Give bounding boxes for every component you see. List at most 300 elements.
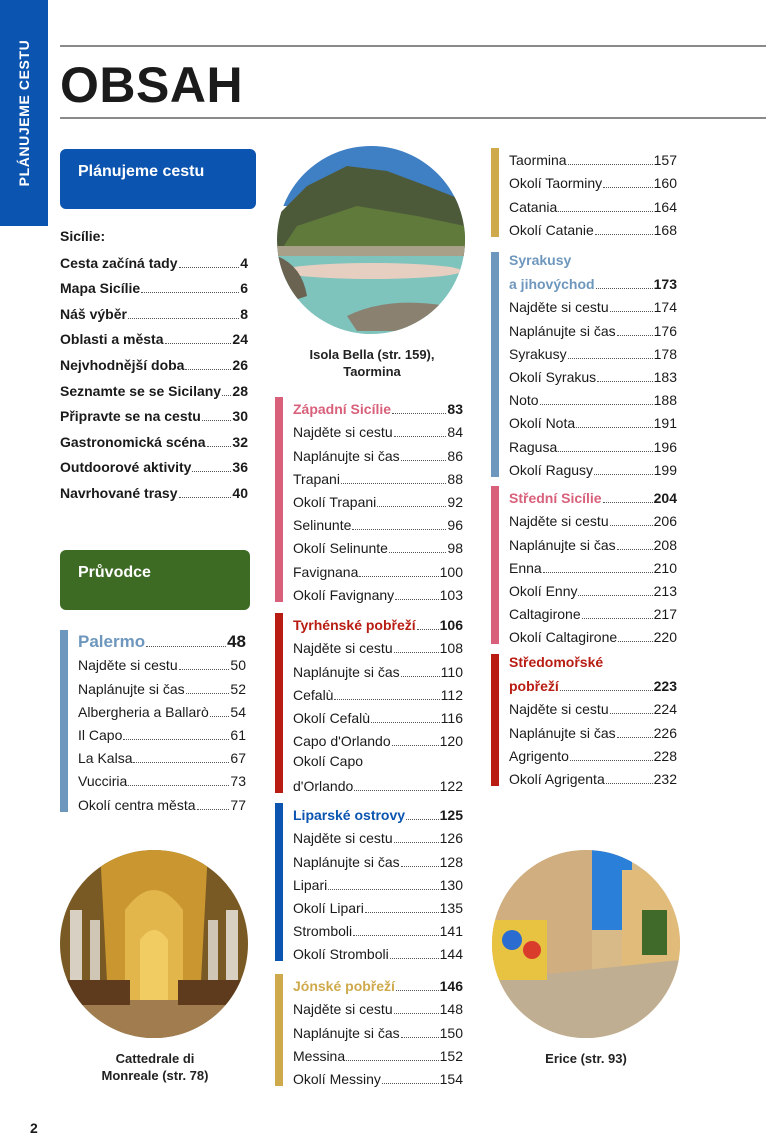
toc-entry-label: Catania [509,198,558,215]
toc-section-heading-line[interactable]: Středomořské [509,654,604,670]
toc-entry-label: Okolí centra města [78,796,196,813]
caption-line: Erice (str. 93) [545,1051,627,1066]
toc-group-jonske-pobrezi-continued [491,146,677,239]
toc-entry-label: Okolí Nota [509,415,576,432]
section-color-bar [491,252,499,477]
toc-entry-page: 125 [439,807,463,824]
toc-entry[interactable] [509,600,677,623]
toc-entry[interactable] [60,476,248,502]
section-box-guide[interactable] [60,550,250,610]
toc-entry-label: Taormina [509,152,567,169]
toc-entry[interactable] [78,698,246,721]
section-color-bar [60,630,68,812]
leader-dots [341,482,446,484]
toc-entry-page: 168 [653,221,677,238]
leader-dots [179,266,240,268]
toc-entry[interactable] [293,824,463,847]
toc-entry-page: 73 [230,773,246,790]
toc-entry[interactable] [509,363,677,386]
leader-dots [610,524,653,526]
leader-dots [582,617,653,619]
toc-entry-page: 77 [230,796,246,813]
planning-list [60,226,248,502]
toc-entry-page: 92 [447,493,463,510]
toc-entry[interactable] [293,581,463,604]
toc-entry-label: Najděte si cestu [293,1001,393,1018]
toc-entry-label: Favignana [293,563,359,580]
toc-entry[interactable] [293,557,463,580]
toc-entry[interactable] [293,871,463,894]
leader-dots [570,759,653,761]
toc-entry-label: pobřeží [509,678,559,695]
toc-entry-page: 116 [440,709,463,726]
section-color-bar [275,974,283,1086]
toc-entry-label: Střední Sicílie [509,490,602,507]
toc-entry-page: 220 [653,629,677,646]
section-color-bar [491,148,499,237]
photo-caption-monreale [62,1050,248,1084]
toc-entry-page: 100 [439,563,463,580]
toc-entry-label: Najděte si cestu [78,657,178,674]
toc-entry-page: 188 [653,392,677,409]
toc-entry-label: a jihovýchod [509,276,595,293]
toc-entry-page: 26 [232,356,248,373]
toc-entry-page: 96 [447,517,463,534]
photo-erice [492,850,680,1038]
toc-entry-page: 30 [232,408,248,425]
leader-dots [334,698,439,700]
toc-entry-label: Tyrhénské pobřeží [293,617,416,634]
toc-entry[interactable] [293,534,463,557]
toc-section-heading[interactable] [509,672,677,695]
toc-entry-label: Naplánujte si čas [509,724,616,741]
leader-dots [365,911,439,913]
toc-section-heading[interactable] [78,628,246,651]
toc-entry[interactable] [509,530,677,553]
toc-entry[interactable] [60,272,248,298]
toc-entry-label: Jónské pobřeží [293,978,395,995]
toc-section-heading[interactable] [293,972,463,995]
toc-entry[interactable] [509,765,677,788]
leader-dots [186,692,230,694]
leader-dots [596,287,653,289]
toc-entry-label: Okolí Stromboli [293,946,389,963]
toc-section-heading[interactable] [293,801,463,824]
toc-entry[interactable] [509,456,677,479]
toc-entry-label: Náš výběr [60,305,127,322]
toc-entry-label: Najděte si cestu [509,299,609,316]
toc-entry[interactable] [509,192,677,215]
toc-entry-page: 103 [439,586,463,603]
toc-entry[interactable] [78,651,246,674]
toc-entry[interactable] [60,297,248,323]
toc-group-syrakusy [491,250,677,479]
section-box-planning[interactable] [60,149,256,209]
toc-entry[interactable] [60,451,248,477]
toc-entry[interactable] [509,316,677,339]
toc-entry-label: Najděte si cestu [509,513,609,530]
section-color-bar [491,486,499,644]
toc-entry-page: 223 [653,678,677,695]
toc-entry-page: 173 [653,276,677,293]
toc-entry-label: Okolí Cefalù [293,709,371,726]
toc-entry[interactable] [78,790,246,813]
toc-entry-label-line[interactable]: Okolí Capo [293,753,364,770]
leader-dots [202,419,232,421]
toc-entry-label: Liparské ostrovy [293,807,406,824]
toc-entry[interactable] [509,386,677,409]
toc-entry-page: 128 [439,853,463,870]
leader-dots [610,712,653,714]
caption-line: Monreale (str. 78) [101,1068,209,1083]
toc-entry-label: Najděte si cestu [293,830,393,847]
toc-entry-page: 24 [232,331,248,348]
toc-entry[interactable] [293,1018,463,1041]
toc-entry[interactable] [509,169,677,192]
toc-entry-label: Mapa Sicílie [60,280,141,297]
leader-dots [401,1036,439,1038]
toc-entry-page: 110 [440,663,463,680]
toc-entry-page: 52 [230,680,246,697]
toc-entry[interactable] [78,721,246,744]
planning-intro: Sicílie: [60,228,106,244]
side-tab-label: PLÁNUJEME CESTU [16,39,32,187]
leader-dots [396,989,439,991]
toc-entry-label: Připravte se na cestu [60,408,201,425]
toc-entry-page: 226 [653,724,677,741]
toc-entry-label: Caltagirone [509,606,581,623]
toc-entry-label: Agrigento [509,747,569,764]
toc-entry-label: Albergheria a Ballarò [78,703,209,720]
leader-dots [401,675,440,677]
toc-entry[interactable] [293,488,463,511]
section-side-tab [0,0,48,226]
toc-entry-page: 86 [447,447,463,464]
toc-entry[interactable] [60,246,248,272]
toc-entry[interactable] [78,767,246,790]
toc-entry-label: Okolí Ragusy [509,461,594,478]
toc-entry-label: Noto [509,392,539,409]
toc-entry-page: 154 [439,1070,463,1087]
toc-entry-page: 217 [653,606,677,623]
leader-dots [359,575,438,577]
leader-dots [594,473,653,475]
toc-section-heading[interactable] [293,395,463,418]
leader-dots [185,368,231,370]
leader-dots [618,640,652,642]
toc-entry-page: 152 [439,1047,463,1064]
toc-entry-label: Navrhované trasy [60,484,178,501]
toc-entry[interactable] [60,323,248,349]
toc-entry-page: 36 [232,459,248,476]
leader-dots [560,689,653,691]
toc-entry[interactable] [78,674,246,697]
toc-entry-label: Palermo [78,632,146,652]
toc-entry[interactable] [509,554,677,577]
leader-dots [328,888,438,890]
toc-entry[interactable] [293,847,463,870]
toc-entry-label: Okolí Catanie [509,221,594,238]
toc-entry[interactable] [509,146,677,169]
toc-entry-page: 232 [653,770,677,787]
toc-group-tyrhenske-pobrezi [275,611,463,795]
toc-entry-page: 213 [653,582,677,599]
toc-entry-label: Okolí Taorminy [509,175,603,192]
leader-dots [371,721,440,723]
toc-entry-page: 160 [653,175,677,192]
leader-dots [210,715,230,717]
toc-entry[interactable] [509,507,677,530]
toc-entry[interactable] [509,293,677,316]
leader-dots [406,818,439,820]
leader-dots [392,412,446,414]
leader-dots [540,403,653,405]
leader-dots [133,761,229,763]
section-color-bar [275,803,283,961]
title-top-rule [60,45,766,47]
toc-entry-page: 6 [240,280,248,297]
toc-entry[interactable] [293,1065,463,1088]
toc-entry-label: Gastronomická scéna [60,433,206,450]
toc-entry-label: Enna [509,559,542,576]
section-color-bar [275,613,283,793]
leader-dots [390,957,439,959]
toc-entry-label: Capo d'Orlando [293,733,391,750]
leader-dots [353,934,439,936]
toc-entry[interactable] [293,634,463,657]
toc-entry[interactable] [509,340,677,363]
leader-dots [543,571,653,573]
toc-entry[interactable] [60,425,248,451]
toc-entry-label: Trapani [293,470,340,487]
toc-entry-page: 196 [653,438,677,455]
toc-entry-label: Naplánujte si čas [293,447,400,464]
toc-group-jonske-pobrezi [275,972,463,1088]
leader-dots [128,784,229,786]
toc-entry-page: 176 [653,322,677,339]
toc-entry-label: Okolí Enny [509,582,578,599]
section-color-bar [275,397,283,602]
leader-dots [346,1059,439,1061]
toc-section-heading[interactable] [509,484,677,507]
toc-entry-page: 88 [447,470,463,487]
toc-entry-label: d'Orlando [293,778,354,795]
toc-entry-label: Západní Sicílie [293,401,392,418]
toc-group-zapadni-sicilie [275,395,463,604]
page-title: OBSAH [60,57,244,113]
leader-dots [568,357,653,359]
toc-entry[interactable] [509,577,677,600]
leader-dots [377,505,446,507]
toc-entry[interactable] [293,465,463,488]
toc-entry-label: Lipari [293,876,328,893]
toc-entry-page: 67 [230,750,246,767]
toc-entry-label: Naplánujte si čas [293,1024,400,1041]
toc-entry-label: Vucciria [78,773,128,790]
toc-entry[interactable] [293,418,463,441]
toc-entry[interactable] [293,704,463,727]
toc-entry[interactable] [293,511,463,534]
toc-entry[interactable] [293,441,463,464]
toc-entry-page: 83 [447,401,463,418]
leader-dots [394,1012,439,1014]
leader-dots [401,865,439,867]
toc-entry-page: 4 [240,254,248,271]
toc-entry-label: Naplánujte si čas [509,536,616,553]
toc-entry-page: 206 [653,513,677,530]
toc-entry-page: 112 [440,686,463,703]
toc-entry[interactable] [293,772,463,795]
leader-dots [179,668,230,670]
leader-dots [617,736,653,738]
leader-dots [595,233,653,235]
leader-dots [197,808,230,810]
toc-entry-label: Il Capo [78,726,123,743]
toc-entry-label: Okolí Selinunte [293,540,388,557]
toc-entry-label: Najděte si cestu [509,701,609,718]
toc-entry-label: Okolí Syrakus [509,368,597,385]
page-number: 2 [30,1120,38,1136]
toc-entry-page: 40 [232,484,248,501]
leader-dots [558,210,652,212]
toc-entry-page: 204 [653,490,677,507]
caption-line: Isola Bella (str. 159), [309,347,435,362]
leader-dots [617,548,653,550]
section-box-planning-label: Plánujeme cestu [78,163,205,180]
toc-entry-label: Outdoorové aktivity [60,459,192,476]
toc-entry-page: 120 [439,733,463,750]
toc-entry-page: 28 [232,382,248,399]
photo-monreale [60,850,248,1038]
toc-entry-label: Naplánujte si čas [293,663,400,680]
toc-entry-label: Cefalù [293,686,334,703]
toc-entry[interactable] [293,894,463,917]
leader-dots [394,435,447,437]
leader-dots [222,394,231,396]
toc-entry[interactable] [60,374,248,400]
toc-group-liparske-ostrovy [275,801,463,963]
toc-entry[interactable] [509,718,677,741]
leader-dots [382,1082,439,1084]
toc-entry-page: 148 [439,1001,463,1018]
leader-dots [394,841,439,843]
toc-entry-label: Ragusa [509,438,558,455]
toc-entry[interactable] [293,940,463,963]
toc-entry-label: Cesta začíná tady [60,254,178,271]
toc-entry[interactable] [509,623,677,646]
leader-dots [606,782,653,784]
toc-entry-label: Selinunte [293,517,352,534]
toc-entry-page: 84 [447,424,463,441]
toc-entry-label: Nejvhodnější doba [60,356,185,373]
leader-dots [352,528,446,530]
toc-group-palermo [60,628,246,814]
toc-entry[interactable] [78,744,246,767]
toc-entry-page: 174 [653,299,677,316]
toc-entry-label: Oblasti a města [60,331,164,348]
toc-entry[interactable] [293,657,463,680]
toc-entry-page: 157 [653,152,677,169]
toc-section-heading[interactable] [509,270,677,293]
toc-entry[interactable] [60,400,248,426]
leader-dots [617,334,653,336]
toc-entry-page: 126 [439,830,463,847]
toc-entry-page: 108 [439,640,463,657]
toc-entry-label: Syrakusy [509,345,567,362]
leader-dots [141,291,239,293]
toc-entry-label: Okolí Messiny [293,1070,381,1087]
toc-entry[interactable] [293,995,463,1018]
toc-entry-label: Naplánujte si čas [78,680,185,697]
toc-section-heading[interactable] [293,611,463,634]
leader-dots [179,496,232,498]
title-bottom-rule [60,117,766,119]
section-color-bar [491,654,499,786]
leader-dots [597,380,653,382]
toc-entry[interactable] [509,432,677,455]
toc-entry-label: Naplánujte si čas [509,322,616,339]
toc-entry[interactable] [293,727,463,750]
leader-dots [123,738,229,740]
leader-dots [568,163,653,165]
toc-entry-label: La Kalsa [78,750,133,767]
toc-entry-page: 178 [653,345,677,362]
toc-entry-page: 122 [439,778,463,795]
toc-entry[interactable] [293,1042,463,1065]
leader-dots [576,426,653,428]
toc-entry-page: 146 [439,978,463,995]
toc-section-heading-line[interactable]: Syrakusy [509,252,572,268]
leader-dots [603,186,653,188]
toc-entry-label: Okolí Caltagirone [509,629,618,646]
toc-entry[interactable] [509,409,677,432]
toc-entry-page: 50 [230,657,246,674]
toc-entry[interactable] [293,681,463,704]
leader-dots [192,470,231,472]
toc-entry[interactable] [509,216,677,239]
leader-dots [207,445,232,447]
toc-entry[interactable] [293,917,463,940]
toc-group-stredni-sicilie [491,484,677,646]
leader-dots [165,342,232,344]
leader-dots [401,459,447,461]
toc-entry-page: 183 [653,368,677,385]
toc-entry-page: 144 [439,946,463,963]
caption-line: Cattedrale di [115,1051,195,1066]
toc-entry-label: Okolí Favignany [293,586,395,603]
leader-dots [128,317,239,319]
leader-dots [603,501,653,503]
toc-entry-page: 135 [439,899,463,916]
toc-entry-label: Najděte si cestu [293,424,393,441]
toc-entry-page: 141 [439,923,463,940]
toc-entry-page: 48 [227,632,246,652]
toc-entry[interactable] [509,695,677,718]
leader-dots [389,551,446,553]
toc-entry-page: 210 [653,559,677,576]
leader-dots [354,789,438,791]
caption-line: Taormina [343,364,401,379]
leader-dots [417,628,439,630]
toc-entry-label: Okolí Trapani [293,493,377,510]
toc-entry-label: Najděte si cestu [293,640,393,657]
toc-entry[interactable] [60,348,248,374]
toc-entry-label: Seznamte se se Sicilany [60,382,222,399]
toc-entry[interactable] [509,742,677,765]
leader-dots [392,744,439,746]
leader-dots [146,645,226,647]
leader-dots [394,651,439,653]
